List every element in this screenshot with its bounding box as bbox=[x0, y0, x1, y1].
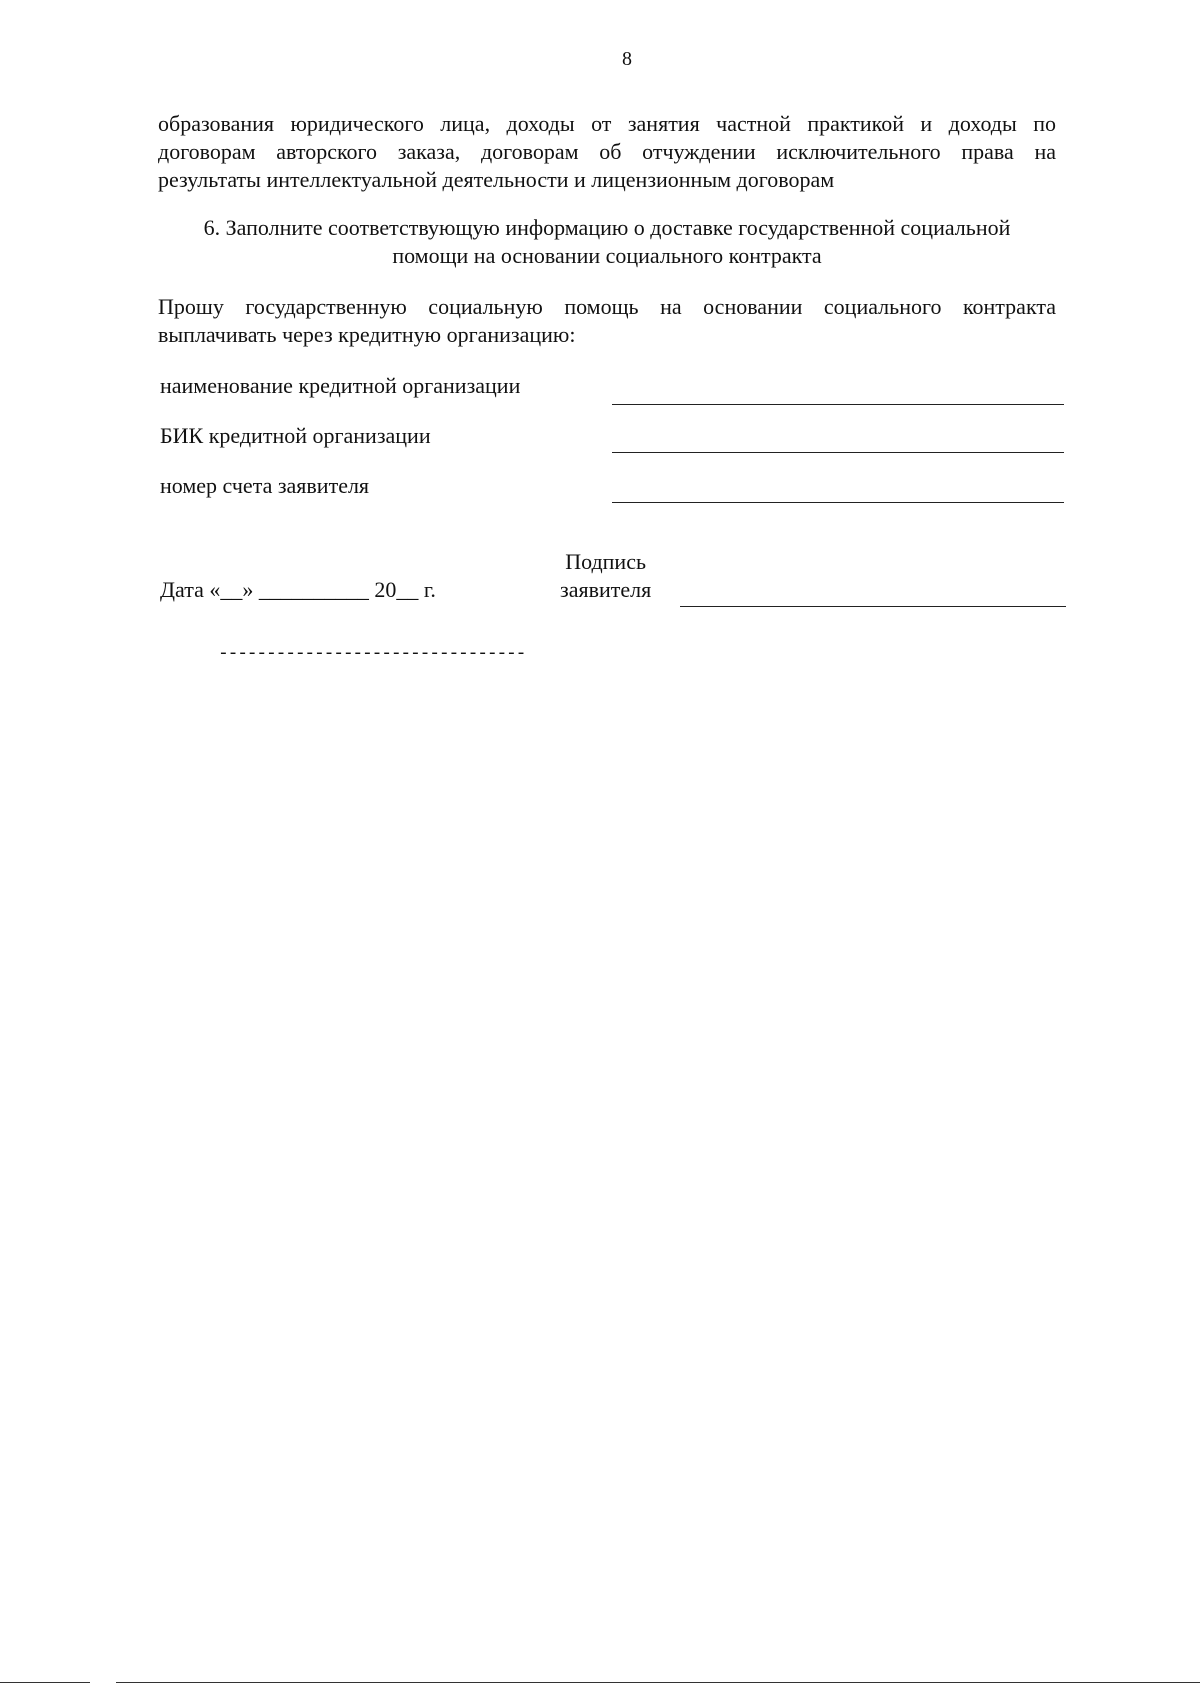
bank-name-label: наименование кредитной организации bbox=[160, 373, 521, 398]
signature-label bbox=[560, 548, 651, 604]
bik-field[interactable] bbox=[612, 452, 1064, 453]
signature-field[interactable] bbox=[680, 606, 1066, 607]
account-number-field[interactable] bbox=[612, 502, 1064, 503]
page-number: 8 bbox=[622, 48, 632, 70]
signature-label-line-2: заявителя bbox=[560, 577, 652, 602]
date-field[interactable]: Дата «__» __________ 20__ г. bbox=[160, 577, 436, 602]
intro-line-1: образования юридического лица, доходы от занятия частной практикой и доходы по bbox=[158, 111, 1056, 136]
intro-line-3: результаты интеллектуальной деятельности и лицензионным договорам bbox=[158, 167, 835, 192]
bank-name-field[interactable] bbox=[612, 404, 1064, 405]
intro-paragraph bbox=[158, 110, 1056, 194]
signature-label-line-1: Подпись bbox=[565, 549, 646, 574]
account-number-label: номер счета заявителя bbox=[160, 473, 370, 498]
section-6-heading-line-2: помощи на основании социального контракта bbox=[392, 243, 822, 268]
bik-label: БИК кредитной организации bbox=[160, 423, 431, 448]
section-6-heading-line-1: 6. Заполните соответствующую информацию о доставке государственной социальной bbox=[203, 215, 1011, 240]
bottom-rule-right bbox=[116, 1682, 1200, 1683]
section-6-heading bbox=[158, 214, 1056, 270]
request-paragraph: Прошу государственную социальную помощь на основании социального контракта выплачивать через кредитную организацию: bbox=[158, 294, 1056, 347]
bottom-rule-left bbox=[0, 1682, 90, 1683]
intro-line-2: договорам авторского заказа, договорам об отчуждении исключительного права на bbox=[158, 139, 1056, 164]
separator-dashes: -------------------------------- bbox=[218, 644, 526, 664]
